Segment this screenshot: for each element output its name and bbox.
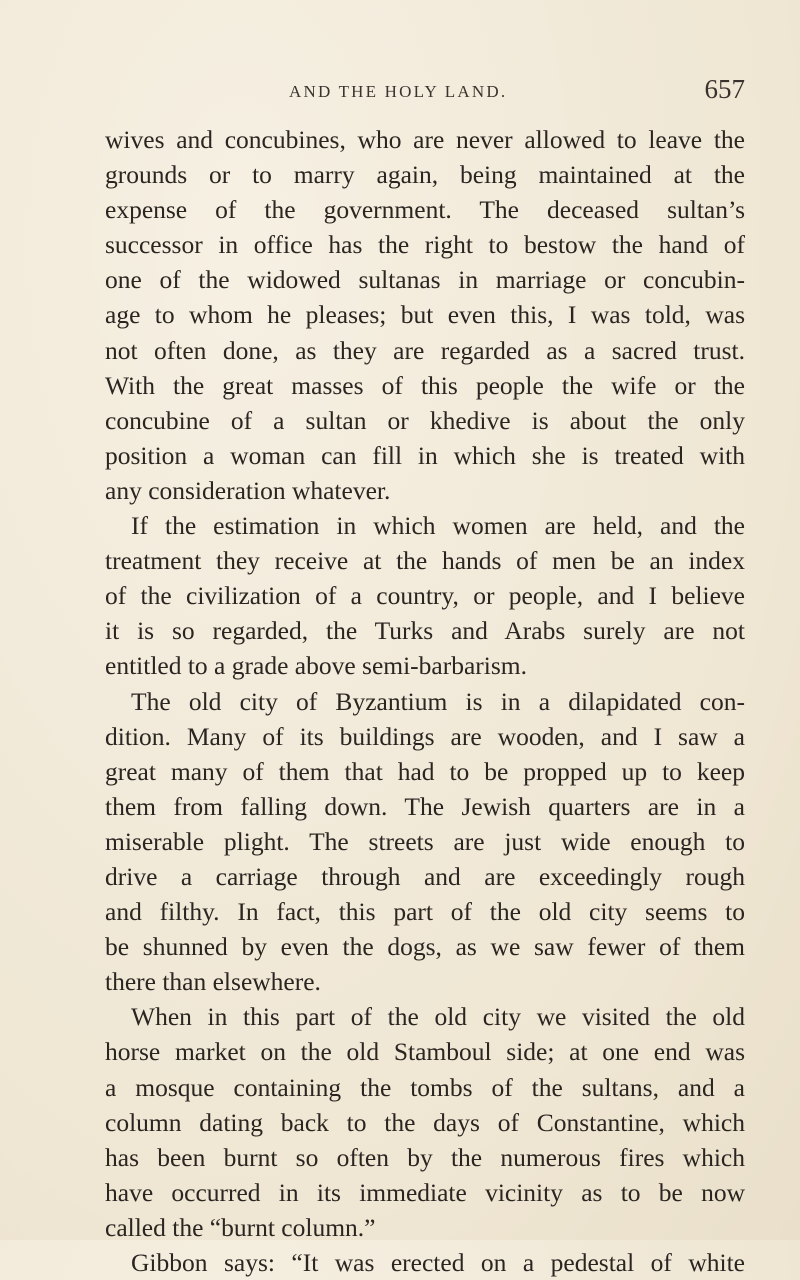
text-line: concubine of a sultan or khedive is about the only xyxy=(105,405,745,435)
text-line: great many of them that had to be propped up to keep xyxy=(105,756,745,786)
text-line: has been burnt so often by the numerous fires which xyxy=(105,1142,745,1172)
text-line: With the great masses of this people the wife or the xyxy=(105,370,745,400)
text-line: drive a carriage through and are exceedingly rough xyxy=(105,861,745,891)
body-text xyxy=(105,122,745,1280)
text-line: If the estimation in which women are held, and the xyxy=(131,511,745,541)
text-line: dition. Many of its buildings are wooden, and I saw a xyxy=(105,721,745,751)
page-number: 657 xyxy=(704,74,745,104)
text-line: treatment they receive at the hands of men be an index xyxy=(105,546,745,576)
text-line: be shunned by even the dogs, as we saw fewer of them xyxy=(105,932,745,962)
text-line: age to whom he pleases; but even this, I was told, was xyxy=(105,300,745,330)
text-line: Gibbon says: “It was erected on a pedestal of white xyxy=(131,1248,745,1277)
text-line: and filthy. In fact, this part of the old city seems to xyxy=(105,897,745,927)
text-line: there than elsewhere. xyxy=(105,967,321,997)
text-line: one of the widowed sultanas in marriage or concubin- xyxy=(105,265,745,295)
text-line: have occurred in its immediate vicinity as to be now xyxy=(105,1177,745,1207)
text-line: called the “burnt column.” xyxy=(105,1212,376,1242)
text-line: expense of the government. The deceased sultan’s xyxy=(105,195,745,225)
text-line: them from falling down. The Jewish quarters are in a xyxy=(105,791,745,821)
text-line: grounds or to marry again, being maintained at the xyxy=(105,160,745,190)
text-line: When in this part of the old city we visited the old xyxy=(131,1002,745,1032)
text-line: wives and concubines, who are never allowed to leave the xyxy=(105,125,745,154)
page-header xyxy=(105,74,745,114)
text-line: position a woman can fill in which she is treated with xyxy=(105,440,745,470)
text-line: entitled to a grade above semi-barbarism. xyxy=(105,651,528,681)
text-line: not often done, as they are regarded as a sacred trust. xyxy=(105,335,745,365)
running-head: AND THE HOLY LAND. xyxy=(289,82,508,101)
text-line: of the civilization of a country, or people, and I believe xyxy=(105,581,745,611)
text-line: The old city of Byzantium is in a dilapidated con- xyxy=(131,686,745,716)
text-line: successor in office has the right to bestow the hand of xyxy=(105,230,745,260)
text-line: it is so regarded, the Turks and Arabs surely are not xyxy=(105,616,745,646)
text-line: a mosque containing the tombs of the sultans, and a xyxy=(105,1072,745,1102)
text-line: miserable plight. The streets are just wide enough to xyxy=(105,826,745,856)
text-line: any consideration whatever. xyxy=(105,475,391,505)
text-line: horse market on the old Stamboul side; at one end was xyxy=(105,1037,745,1067)
text-line: column dating back to the days of Constantine, which xyxy=(105,1107,745,1137)
